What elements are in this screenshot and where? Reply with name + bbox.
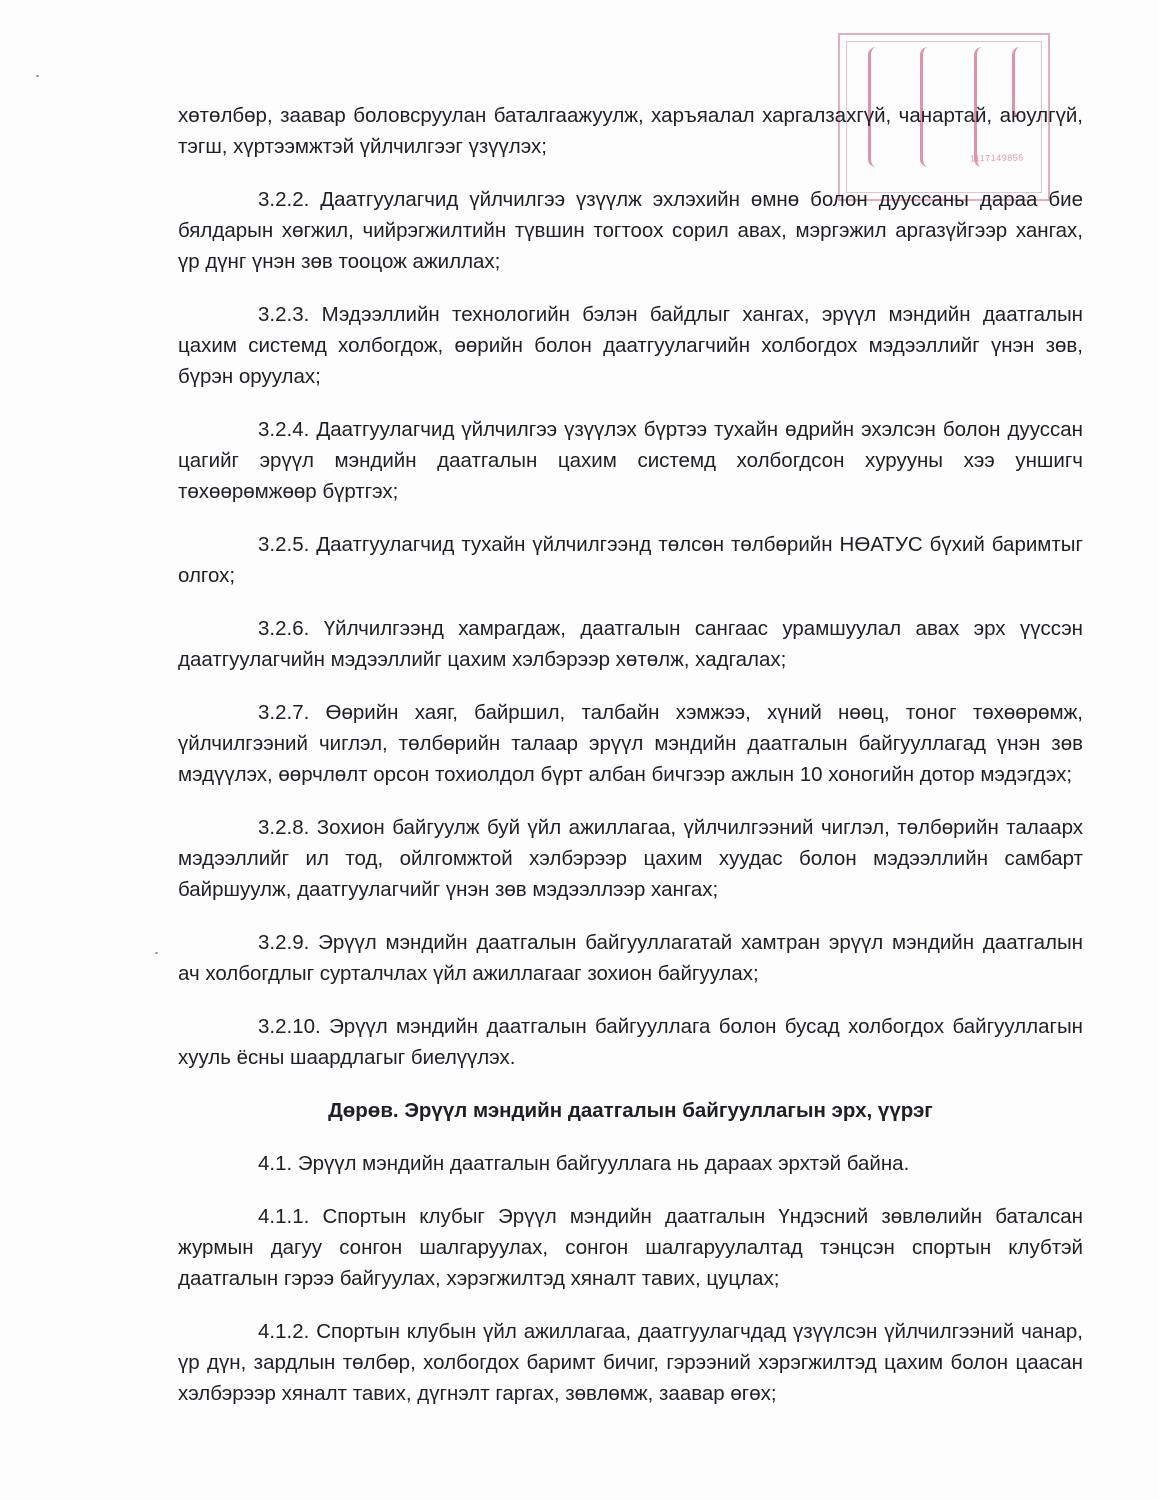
document-body	[178, 100, 1083, 1431]
paragraph-4-1-1: 4.1.1. Спортын клубыг Эрүүл мэндийн даатгалын Үндэсний зөвлөлийн баталсан журмын дагуу сонгон шалгаруулах, сонгон шалгаруулалтад тэнцсэн спортын клубтэй даатгалын гэрээ байгуулах, хэрэгжилтэд хяналт тавих, цуцлах;	[178, 1205, 1083, 1290]
paragraph-3-2-10: 3.2.10. Эрүүл мэндийн даатгалын байгууллага болон бусад холбогдох байгууллагын хууль ёсны шаардлагыг биелүүлэх.	[178, 1015, 1083, 1069]
paragraph-3-2-4: 3.2.4. Даатгуулагчид үйлчилгээ үзүүлэх бүртээ тухайн өдрийн эхэлсэн болон дууссан цагийг эрүүл мэндийн даатгалын цахим системд холбогдсон хурууны хээ уншигч төхөөрөмжөөр бүртгэх;	[178, 418, 1083, 503]
paragraph-3-2-3: 3.2.3. Мэдээллийн технологийн бэлэн байдлыг хангах, эрүүл мэндийн даатгалын цахим системд холбогдож, өөрийн болон даатгуулагчийн холбогдох мэдээллийг үнэн зөв, бүрэн оруулах;	[178, 303, 1083, 388]
paragraph-3-2-2: 3.2.2. Даатгуулагчид үйлчилгээ үзүүлж эхлэхийн өмнө болон дууссаны дараа бие бялдарын хөгжил, чийрэгжилтийн түвшин тогтоох сорил авах, мэргэжил аргазүйгээр хангах, үр дүнг үнэн зөв тооцож ажиллах;	[178, 188, 1083, 273]
paragraph-3-2-5: 3.2.5. Даатгуулагчид тухайн үйлчилгээнд төлсөн төлбөрийн НӨАТУС бүхий баримтыг олгох;	[178, 533, 1083, 587]
paragraph-3-2-8: 3.2.8. Зохион байгуулж буй үйл ажиллагаа, үйлчилгээний чиглэл, төлбөрийн талаарх мэдээллийг ил тод, ойлгомжтой хэлбэрээр цахим хуудас болон мэдээллийн самбарт байршуулж, даатгуулагчийг үнэн зөв мэдээллээр хангах;	[178, 816, 1083, 901]
scan-speck	[36, 75, 39, 77]
paragraph-4-1-2: 4.1.2. Спортын клубын үйл ажиллагаа, даатгуулагчдад үзүүлсэн үйлчилгээний чанар, үр дүн, зардлын төлбөр, холбогдох баримт бичиг, гэрээний хэрэгжилтэд цахим болон цаасан хэлбэрээр хяналт тавих, дүгнэлт гаргах, зөвлөмж, заавар өгөх;	[178, 1320, 1083, 1405]
paragraph-3-2-9: 3.2.9. Эрүүл мэндийн даатгалын байгууллагатай хамтран эрүүл мэндийн даатгалын ач холбогдлыг сурталчлах үйл ажиллагааг зохион байгуулах;	[178, 931, 1083, 985]
scan-speck	[155, 952, 158, 954]
paragraph-4-1: 4.1. Эрүүл мэндийн даатгалын байгууллага нь дараах эрхтэй байна.	[258, 1152, 910, 1175]
paragraph-continuation: хөтөлбөр, заавар боловсруулан баталгаажуулж, харъяалал харгалзахгүй, чанартай, аюулгүй, тэгш, хүртээмжтэй үйлчилгээг үзүүлэх;	[178, 104, 1083, 158]
paragraph-3-2-7: 3.2.7. Өөрийн хаяг, байршил, талбайн хэмжээ, хүний нөөц, тоног төхөөрөмж, үйлчилгээний чиглэл, төлбөрийн талаар эрүүл мэндийн даатгалын байгууллагад үнэн зөв мэдүүлэх, өөрчлөлт орсон тохиолдол бүрт албан бичгээр ажлын 10 хоногийн дотор мэдэгдэх;	[178, 701, 1083, 786]
paragraph-3-2-6: 3.2.6. Үйлчилгээнд хамрагдаж, даатгалын сангаас урамшуулал авах эрх үүссэн даатгуулагчийн мэдээллийг цахим хэлбэрээр хөтөлж, хадгалах;	[178, 617, 1083, 671]
section-heading: Дөрөв. Эрүүл мэндийн даатгалын байгууллагын эрх, үүрэг	[328, 1099, 933, 1122]
stamp-number: 1117149856	[969, 152, 1024, 164]
